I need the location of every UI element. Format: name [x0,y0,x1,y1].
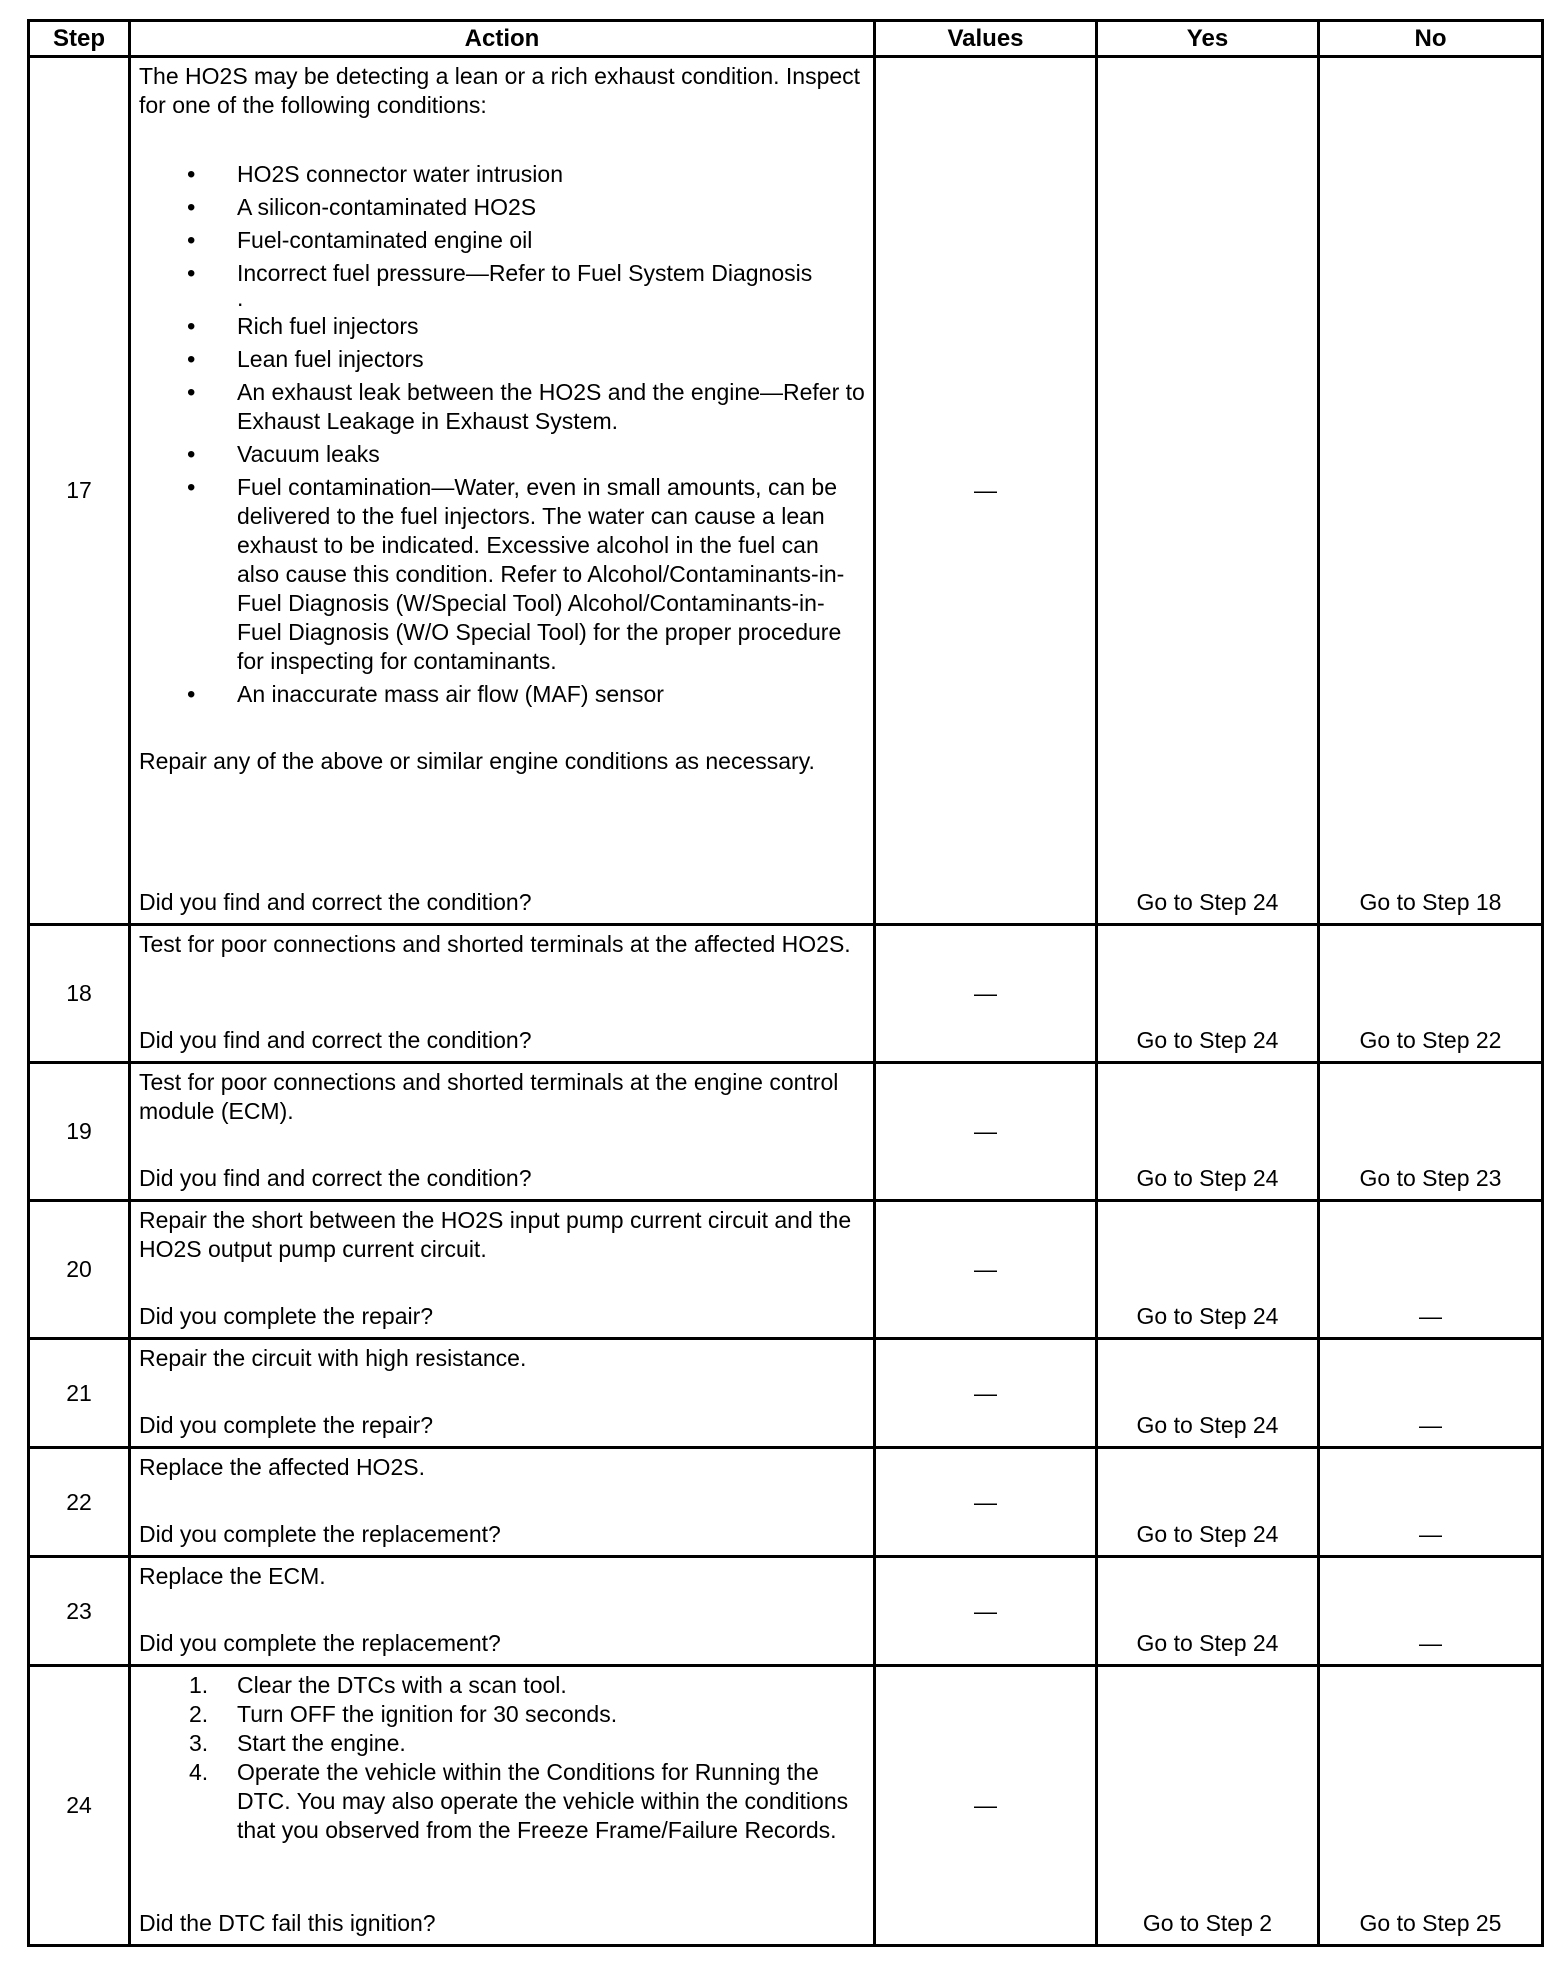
value-cell [875,1448,1097,1557]
step-number: 22 [29,1448,130,1557]
step-number: 21 [29,1339,130,1448]
yes-goto: Go to Step 24 [1136,1630,1279,1656]
value-dash: — [974,1488,997,1515]
item-number: 2. [189,1701,209,1727]
question: Did you complete the repair? [139,1412,434,1438]
no-cell [1319,1201,1543,1339]
value-cell [875,1557,1097,1666]
action-cell [130,1063,875,1201]
no-cell [1319,1666,1543,1946]
table-row-step-20 [29,1201,1543,1339]
value-dash: — [974,477,997,503]
yes-goto: Go to Step 24 [1136,1165,1279,1191]
action-cell [130,1339,875,1448]
yes-cell [1097,1201,1319,1339]
value-dash: — [974,1379,997,1406]
header-step: Step [29,21,130,57]
yes-goto: Go to Step 24 [1136,889,1279,915]
header-values: Values [875,21,1097,57]
step-number: 18 [29,925,130,1063]
item-text: Start the engine. [237,1730,406,1756]
repair-note: Repair any of the above or similar engine conditions as necessary. [139,748,815,774]
no-goto: — [1419,1412,1442,1438]
question: Did the DTC fail this ignition? [139,1910,436,1936]
list-item: • Fuel-contaminated engine oil [139,226,865,255]
action-text: Test for poor connections and shorted terminals at the engine control module (ECM). [139,1069,839,1124]
diagnostic-table [27,19,1544,1947]
action-text: Test for poor connections and shorted terminals at the affected HO2S. [139,931,851,957]
list-item: • Lean fuel injectors [139,345,865,374]
table-row-step-21 [29,1339,1543,1448]
action-cell [130,1201,875,1339]
header-action: Action [130,21,875,57]
table-row-step-19 [29,1063,1543,1201]
header-row [29,21,1543,57]
item-text: Turn OFF the ignition for 30 seconds. [237,1701,618,1727]
value-cell [875,57,1097,925]
yes-cell [1097,1339,1319,1448]
yes-goto: Go to Step 2 [1142,1910,1273,1936]
value-dash: — [974,1256,997,1282]
list-item [139,1671,865,1700]
question: Did you complete the replacement? [139,1630,501,1656]
yes-cell [1097,1448,1319,1557]
header-yes: Yes [1097,21,1319,57]
yes-goto: Go to Step 24 [1136,1303,1279,1329]
procedure-list [139,1671,865,1845]
yes-goto: Go to Step 24 [1136,1412,1279,1438]
no-cell [1319,57,1543,925]
list-item: • HO2S connector water intrusion [139,160,865,189]
value-cell [875,925,1097,1063]
table-row-step-18 [29,925,1543,1063]
step-number: 19 [29,1063,130,1201]
yes-cell [1097,925,1319,1063]
action-intro: The HO2S may be detecting a lean or a rich exhaust condition. Inspect for one of the following conditions: [139,63,861,118]
no-goto: — [1419,1630,1442,1656]
value-dash: — [974,1597,997,1624]
item-text: Clear the DTCs with a scan tool. [237,1672,567,1698]
step-number: 17 [29,57,130,925]
yes-cell [1097,1666,1319,1946]
value-cell [875,1201,1097,1339]
list-item [139,1729,865,1758]
table-row-step-23 [29,1557,1543,1666]
no-cell [1319,1063,1543,1201]
no-cell [1319,1339,1543,1448]
item-number: 3. [189,1730,209,1756]
question: Did you complete the replacement? [139,1521,501,1547]
table-row-step-24 [29,1666,1543,1946]
yes-cell [1097,57,1319,925]
item-number: 1. [189,1672,209,1698]
condition-list [139,160,865,288]
value-dash: — [974,1118,997,1144]
action-cell [130,1448,875,1557]
action-text: Repair the circuit with high resistance. [139,1345,527,1371]
yes-cell [1097,1557,1319,1666]
no-goto: Go to Step 23 [1359,1165,1502,1191]
yes-goto: Go to Step 24 [1136,1027,1279,1053]
question: Did you complete the repair? [139,1303,434,1329]
yes-cell [1097,1063,1319,1201]
question: Did you find and correct the condition? [139,1027,532,1053]
list-item: • Vacuum leaks [139,440,865,469]
list-item [139,1700,865,1729]
no-goto: Go to Step 18 [1359,889,1502,915]
no-goto: — [1419,1521,1442,1547]
trailing-period: . [237,285,244,311]
no-goto: — [1419,1303,1442,1329]
value-cell [875,1666,1097,1946]
value-dash: — [974,1792,997,1818]
no-cell [1319,1557,1543,1666]
action-cell [130,1557,875,1666]
action-text: Replace the affected HO2S. [139,1454,425,1480]
no-goto: Go to Step 25 [1359,1910,1502,1936]
step-number: 24 [29,1666,130,1946]
action-text: Replace the ECM. [139,1563,326,1589]
step-number: 23 [29,1557,130,1666]
value-dash: — [974,980,997,1006]
yes-goto: Go to Step 24 [1136,1521,1279,1547]
list-item: • Incorrect fuel pressure—Refer to Fuel System Diagnosis [139,259,865,288]
action-cell [130,925,875,1063]
question: Did you find and correct the condition? [139,889,532,915]
item-text: Operate the vehicle within the Conditions for Running the DTC. You may also operate the vehicle within the conditions that you observed from the Freeze Frame/Failure Records. [237,1759,849,1843]
no-cell [1319,925,1543,1063]
value-cell [875,1339,1097,1448]
item-number: 4. [189,1759,209,1785]
condition-list-cont [139,312,865,709]
question: Did you find and correct the condition? [139,1165,532,1191]
table-row-step-17 [29,57,1543,925]
no-goto: Go to Step 22 [1359,1027,1502,1053]
list-item: • Rich fuel injectors [139,312,865,341]
no-cell [1319,1448,1543,1557]
table-row-step-22 [29,1448,1543,1557]
step-number: 20 [29,1201,130,1339]
list-item: • A silicon-contaminated HO2S [139,193,865,222]
action-text: Repair the short between the HO2S input pump current circuit and the HO2S output pump current circuit. [139,1207,852,1262]
action-cell [130,1666,875,1946]
header-no: No [1319,21,1543,57]
list-item: • Fuel contamination—Water, even in small amounts, can be delivered to the fuel injectors. The water can cause a lean exhaust to be indicated. Excessive alcohol in the fuel can also cause this condition. Refer to Alcohol/Contaminants-in-Fuel Diagnosis (W/Special Tool) Alcohol/Contaminants-in-Fuel Diagnosis (W/O Special Tool) for the proper procedure for inspecting for contaminants. [139,473,865,676]
value-cell [875,1063,1097,1201]
action-cell [130,57,875,925]
list-item: • An exhaust leak between the HO2S and the engine—Refer to Exhaust Leakage in Exhaust System. [139,378,865,436]
list-item: • An inaccurate mass air flow (MAF) sensor [139,680,865,709]
list-item [139,1758,865,1845]
